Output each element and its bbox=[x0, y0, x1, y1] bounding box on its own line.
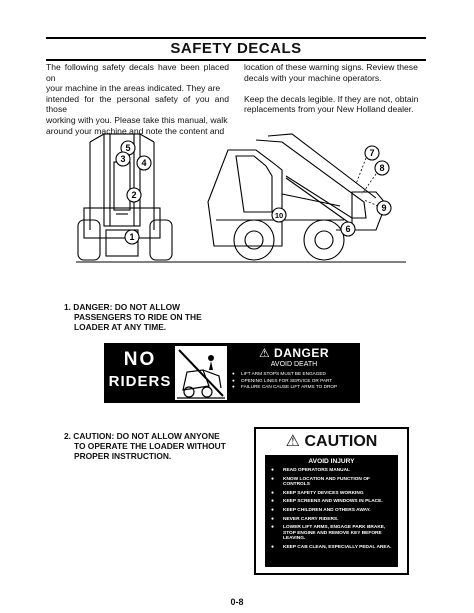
intro-line: your machine in the areas indicated. They are bbox=[46, 83, 221, 94]
title-rule-bottom bbox=[46, 59, 426, 61]
item-2-line: PROPER INSTRUCTION. bbox=[74, 451, 172, 462]
page-number: 0-8 bbox=[230, 597, 244, 607]
callout-8-label: 8 bbox=[379, 163, 385, 173]
item-2-line: 2. CAUTION: DO NOT ALLOW ANYONE bbox=[64, 431, 220, 441]
callout-3 bbox=[116, 152, 130, 166]
callout-10-label: 10 bbox=[274, 211, 284, 220]
caution-bullet: ● KEEP SAFETY DEVICES WORKING bbox=[265, 491, 398, 497]
item-1-line: LOADER AT ANY TIME. bbox=[74, 322, 167, 333]
danger-text-panel bbox=[230, 346, 358, 391]
callout-1-label: 1 bbox=[129, 232, 135, 242]
danger-header-text: DANGER bbox=[274, 346, 330, 360]
danger-bullet: ● LIFT ARM STOPS MUST BE ENGAGED bbox=[230, 371, 358, 378]
danger-bullet: ● FAILURE CAN CAUSE LIFT ARMS TO DROP bbox=[230, 384, 358, 391]
callout-5-label: 5 bbox=[125, 143, 131, 153]
callout-1 bbox=[125, 230, 139, 244]
no-riders-panel bbox=[108, 349, 172, 393]
item-2-line: TO OPERATE THE LOADER WITHOUT bbox=[74, 441, 226, 452]
item-1-danger-description bbox=[64, 302, 234, 333]
caution-body bbox=[265, 455, 398, 567]
callout-6-label: 6 bbox=[345, 224, 351, 234]
page-title: SAFETY DECALS bbox=[170, 40, 302, 57]
title-rule-top bbox=[46, 37, 426, 39]
caution-decal bbox=[254, 427, 409, 575]
caution-bullets bbox=[265, 468, 398, 551]
warning-triangle-icon: ⚠ bbox=[258, 346, 271, 360]
intro-line: replacements from your New Holland dealer. bbox=[244, 104, 414, 115]
intro-line: The following safety decals have been placed on bbox=[46, 62, 229, 83]
caution-header-text: CAUTION bbox=[304, 433, 378, 450]
caution-header bbox=[256, 431, 407, 451]
caution-bullet: ● NEVER CARRY RIDERS. bbox=[265, 517, 398, 523]
no-riders-line: RIDERS bbox=[108, 373, 172, 390]
caution-bullet: ● KEEP CHILDREN AND OTHERS AWAY. bbox=[265, 508, 398, 514]
callout-9 bbox=[377, 201, 391, 215]
item-2-caution-description bbox=[64, 431, 244, 462]
intro-line: intended for the personal safety of you and those bbox=[46, 93, 229, 115]
no-riders-line: NO bbox=[123, 349, 157, 370]
caution-bullet: ● LOWER LIFT ARMS, ENGAGE PARK BRAKE, STOP ENGINE AND REMOVE KEY BEFORE LEAVING. bbox=[265, 525, 398, 542]
callout-2-label: 2 bbox=[131, 190, 137, 200]
callout-3-label: 3 bbox=[120, 154, 126, 164]
warning-triangle-icon: ⚠ bbox=[285, 433, 300, 450]
callout-6 bbox=[341, 222, 355, 236]
caution-bullet: ● READ OPERATORS MANUAL bbox=[265, 468, 398, 474]
caution-bullet: ● KNOW LOCATION AND FUNCTION OF CONTROLS bbox=[265, 477, 398, 488]
intro-line: around your machine and note the content and bbox=[46, 125, 225, 136]
intro-right-column bbox=[244, 62, 426, 115]
danger-bullets bbox=[230, 371, 358, 391]
intro-line: Keep the decals legible. If they are not, obtain bbox=[244, 93, 419, 104]
item-1-line: 1. DANGER: DO NOT ALLOW bbox=[64, 302, 181, 312]
loader-decal-location-diagram bbox=[76, 122, 406, 272]
intro-line: decals with your machine operators. bbox=[244, 72, 382, 83]
item-1-line: PASSENGERS TO RIDE ON THE bbox=[74, 312, 202, 323]
danger-header bbox=[230, 346, 358, 360]
callout-7 bbox=[365, 146, 379, 160]
caution-bullet: ● KEEP CAB CLEAN, ESPECIALLY PEDAL AREA. bbox=[265, 545, 398, 551]
danger-bullet: ● OPENING LINES FOR SERVICE OR PART bbox=[230, 378, 358, 385]
caution-bullet: ● KEEP SCREENS AND WINDOWS IN PLACE. bbox=[265, 499, 398, 505]
loader-rider-pictogram bbox=[175, 346, 227, 400]
callout-4-label: 4 bbox=[141, 158, 147, 168]
callout-2 bbox=[127, 188, 141, 202]
danger-subheader: AVOID DEATH bbox=[270, 361, 318, 368]
callout-4 bbox=[137, 156, 151, 170]
callout-7-label: 7 bbox=[369, 148, 375, 158]
intro-line: working with you. Please take this manual, walk bbox=[46, 114, 228, 125]
callout-10 bbox=[272, 208, 286, 222]
callout-9-label: 9 bbox=[381, 203, 387, 213]
intro-line bbox=[244, 83, 426, 94]
callout-8 bbox=[375, 161, 389, 175]
intro-line: location of these warning signs. Review these bbox=[244, 62, 418, 72]
caution-subheader: AVOID INJURY bbox=[308, 458, 355, 465]
